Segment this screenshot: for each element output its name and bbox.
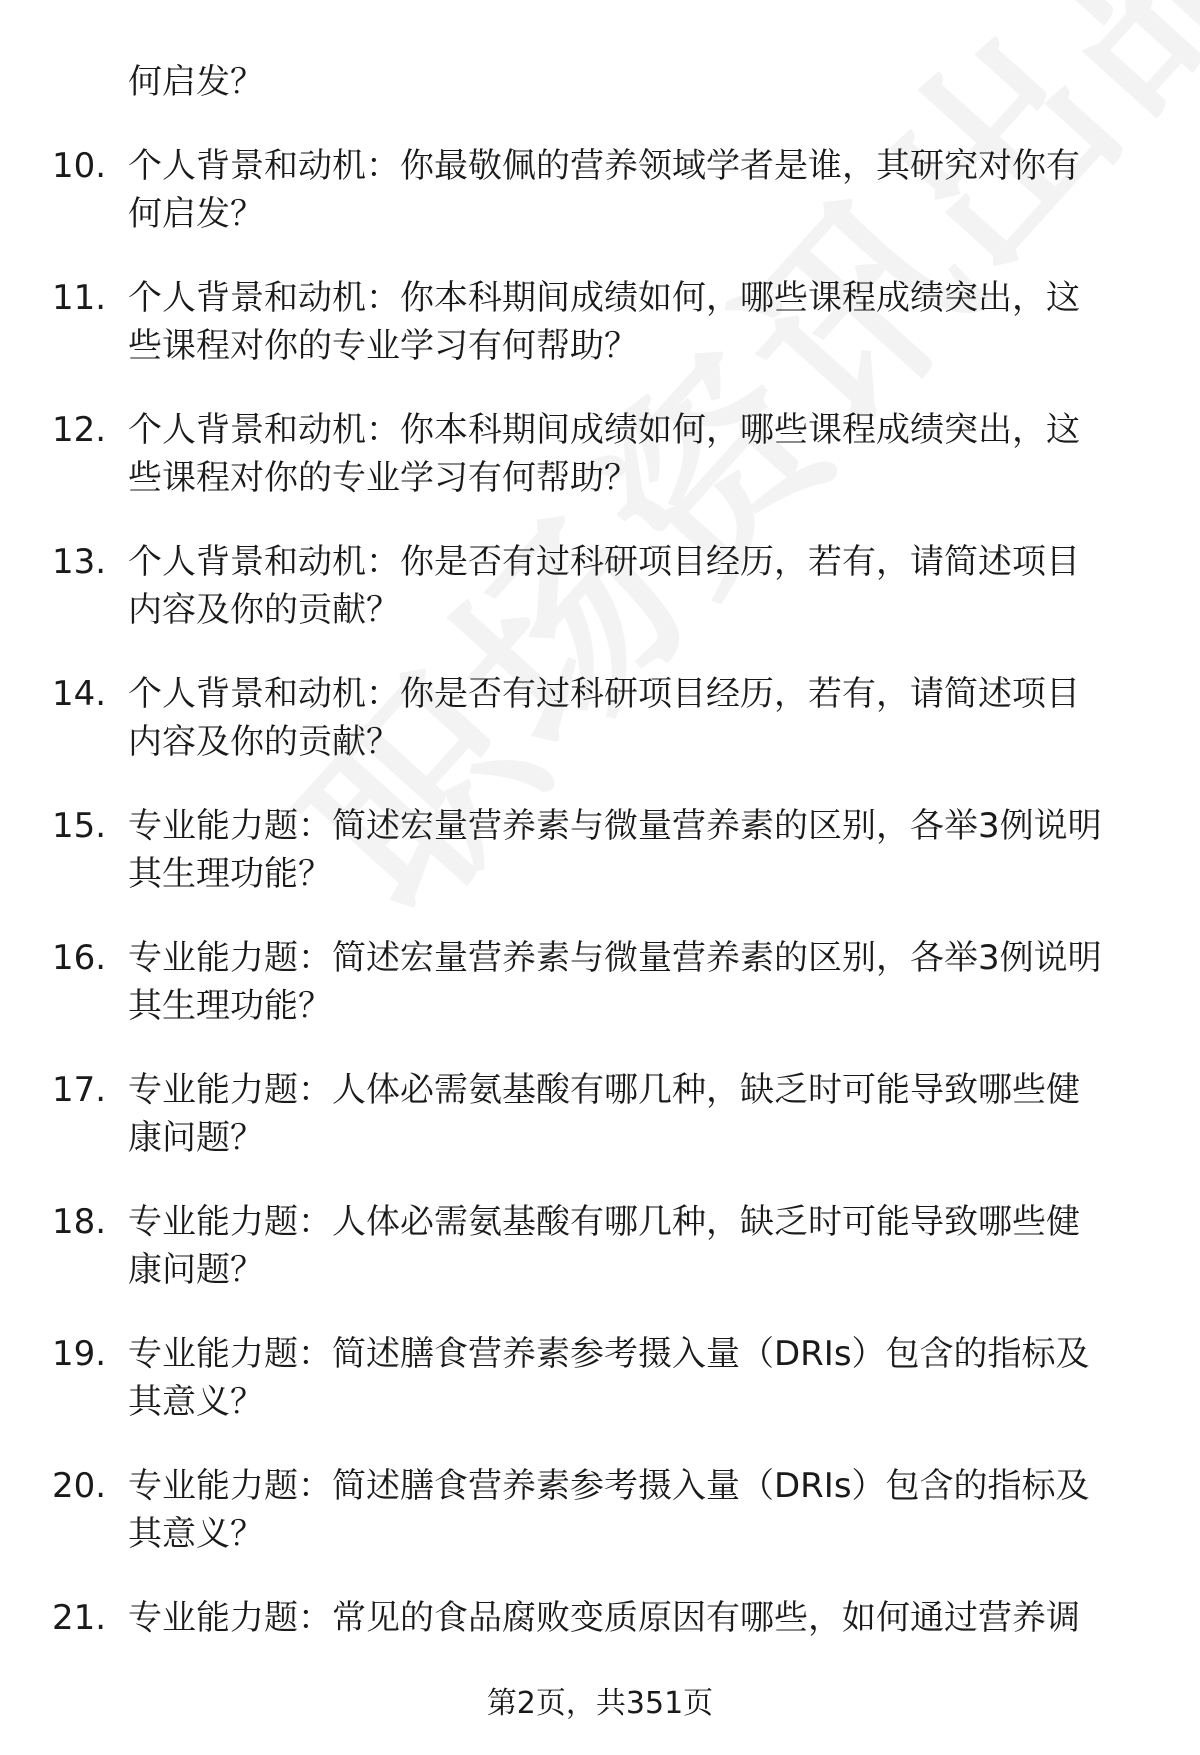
question-text-line: 个人背景和动机：你是否有过科研项目经历，若有，请简述项目 bbox=[128, 542, 1080, 582]
question-text-line: 专业能力题：人体必需氨基酸有哪几种，缺乏时可能导致哪些健 bbox=[128, 1070, 1080, 1110]
question-text bbox=[128, 1198, 1168, 1294]
question-text bbox=[128, 802, 1168, 898]
question-number: 13. bbox=[52, 542, 107, 582]
question-text bbox=[128, 1462, 1168, 1558]
question-text-line: 内容及你的贡献？ bbox=[128, 722, 400, 762]
question-number: 17. bbox=[52, 1070, 107, 1110]
question-number: 11. bbox=[52, 278, 107, 318]
question-text bbox=[128, 1594, 1168, 1642]
question-item bbox=[0, 1198, 1200, 1330]
question-number: 19. bbox=[52, 1334, 107, 1374]
question-text-line: 专业能力题：常见的食品腐败变质原因有哪些，如何通过营养调 bbox=[128, 1598, 1080, 1638]
question-text-line: 其意义？ bbox=[128, 1514, 264, 1554]
question-text-line: 康问题？ bbox=[128, 1250, 264, 1290]
question-number: 10. bbox=[52, 146, 107, 186]
question-text-line: 个人背景和动机：你本科期间成绩如何，哪些课程成绩突出，这 bbox=[128, 410, 1080, 450]
question-text-line: 专业能力题：简述膳食营养素参考摄入量（DRIs）包含的指标及 bbox=[128, 1334, 1090, 1374]
question-item bbox=[0, 142, 1200, 274]
question-item bbox=[0, 274, 1200, 406]
question-text-line: 专业能力题：简述宏量营养素与微量营养素的区别，各举3例说明 bbox=[128, 806, 1102, 846]
question-text-line: 康问题？ bbox=[128, 1118, 264, 1158]
question-number: 12. bbox=[52, 410, 107, 450]
question-number: 14. bbox=[52, 674, 107, 714]
question-item bbox=[0, 1462, 1200, 1594]
question-item bbox=[0, 1066, 1200, 1198]
question-item bbox=[0, 406, 1200, 538]
question-text-line: 个人背景和动机：你是否有过科研项目经历，若有，请简述项目 bbox=[128, 674, 1080, 714]
question-text-line: 些课程对你的专业学习有何帮助？ bbox=[128, 458, 638, 498]
question-text-line: 专业能力题：人体必需氨基酸有哪几种，缺乏时可能导致哪些健 bbox=[128, 1202, 1080, 1242]
question-item bbox=[0, 802, 1200, 934]
question-text bbox=[128, 274, 1168, 370]
question-text bbox=[128, 1330, 1168, 1426]
question-text-line: 其生理功能？ bbox=[128, 986, 332, 1026]
question-text-line: 个人背景和动机：你最敬佩的营养领域学者是谁，其研究对你有 bbox=[128, 146, 1080, 186]
question-text bbox=[128, 670, 1168, 766]
question-number: 18. bbox=[52, 1202, 107, 1242]
question-list bbox=[0, 142, 1200, 1726]
question-text bbox=[128, 1066, 1168, 1162]
question-text bbox=[128, 406, 1168, 502]
question-number: 21. bbox=[52, 1598, 107, 1638]
question-item bbox=[0, 670, 1200, 802]
question-text-line: 其意义？ bbox=[128, 1382, 264, 1422]
question-number: 20. bbox=[52, 1466, 107, 1506]
question-text bbox=[128, 538, 1168, 634]
question-text-line: 专业能力题：简述宏量营养素与微量营养素的区别，各举3例说明 bbox=[128, 938, 1102, 978]
question-text-line: 其生理功能？ bbox=[128, 854, 332, 894]
question-item bbox=[0, 934, 1200, 1066]
question-text bbox=[128, 934, 1168, 1030]
question-text bbox=[128, 142, 1168, 238]
question-text-line: 专业能力题：简述膳食营养素参考摄入量（DRIs）包含的指标及 bbox=[128, 1466, 1090, 1506]
page-footer: 第2页，共351页 bbox=[486, 1686, 714, 1721]
question-item bbox=[0, 1330, 1200, 1462]
question-item bbox=[0, 538, 1200, 670]
question-text-line: 些课程对你的专业学习有何帮助？ bbox=[128, 326, 638, 366]
question-number: 15. bbox=[52, 806, 107, 846]
question-number: 16. bbox=[52, 938, 107, 978]
continuation-line: 何启发？ bbox=[128, 62, 264, 102]
question-text-line: 何启发？ bbox=[128, 194, 264, 234]
question-text-line: 个人背景和动机：你本科期间成绩如何，哪些课程成绩突出，这 bbox=[128, 278, 1080, 318]
question-text-line: 内容及你的贡献？ bbox=[128, 590, 400, 630]
